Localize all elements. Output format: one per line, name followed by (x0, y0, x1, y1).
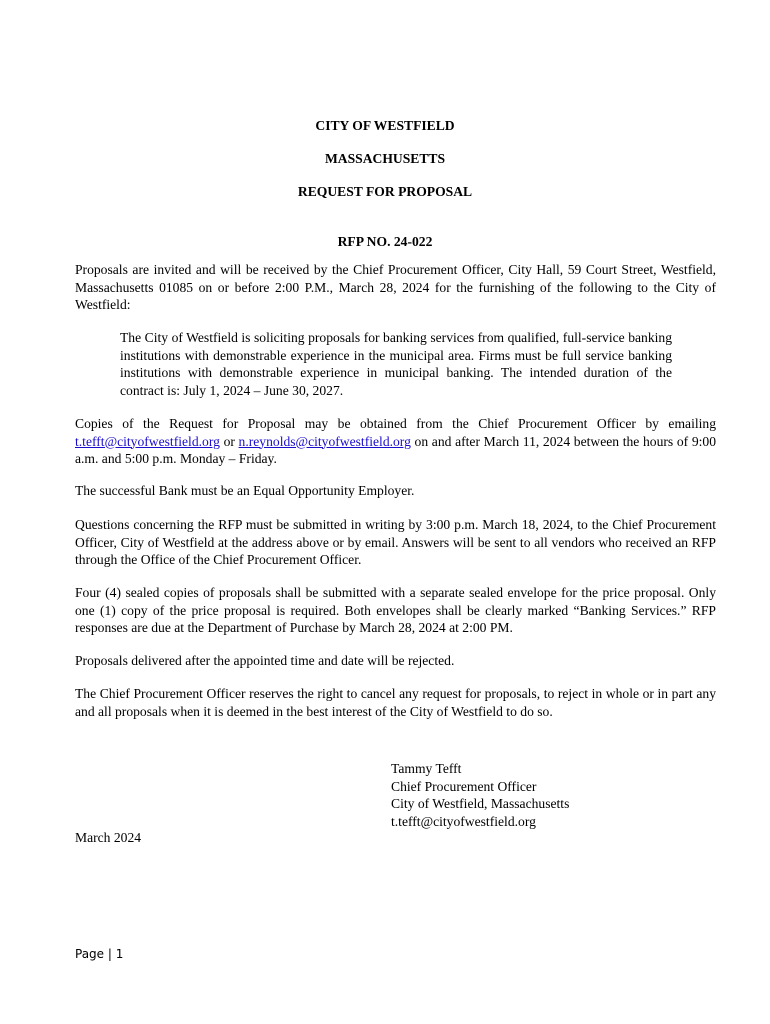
document-date: March 2024 (75, 830, 142, 845)
reservation-paragraph: The Chief Procurement Officer reserves the right to cancel any request for proposals, to reject in whole or in part any and all proposals when it is deemed in the best interest of the City of Westfield to do so. (75, 686, 716, 719)
scope-paragraph: The City of Westfield is soliciting proposals for banking services from qualified, full-service banking institutions with demonstrable experience in the municipal area. Firms must be full service banking institutions with demonstrable experience in municipal banking. The intended duration of the contract is: July 1, 2024 – June 30, 2027. (120, 330, 672, 398)
sealed-copies-paragraph: Four (4) sealed copies of proposals shall be submitted with a separate sealed envelope for the price proposal. Only one (1) copy of the price proposal is required. Both envelopes shall be clearly marked “Banking Services.” RFP responses are due at the Department of Purchase by March 28, 2024 at 2:00 PM. (75, 585, 716, 635)
signer-name: Tammy Tefft (391, 761, 462, 776)
signer-organization: City of Westfield, Massachusetts (391, 796, 570, 811)
questions-paragraph: Questions concerning the RFP must be submitted in writing by 3:00 p.m. March 18, 2024, to the Chief Procurement Officer, City of Westfield at the address above or by email. Answers will be sent to all vendors who received an RFP through the Office of the Chief Procurement Officer. (75, 517, 716, 567)
rfp-number: RFP NO. 24-022 (337, 234, 433, 249)
city-heading: CITY OF WESTFIELD (315, 118, 455, 133)
state-heading: MASSACHUSETTS (324, 151, 446, 166)
signer-title: Chief Procurement Officer (391, 778, 537, 794)
copies-text-or: or (219, 433, 239, 449)
signature-block (391, 760, 711, 830)
page-footer: Page | 1 (75, 947, 124, 961)
copies-paragraph (75, 415, 716, 468)
document-title: REQUEST FOR PROPOSAL (297, 184, 473, 199)
email-link-tefft[interactable]: t.tefft@cityofwestfield.org (75, 433, 220, 449)
equal-opportunity-paragraph: The successful Bank must be an Equal Opportunity Employer. (75, 483, 415, 498)
late-proposals-paragraph: Proposals delivered after the appointed time and date will be rejected. (75, 653, 455, 668)
email-link-reynolds[interactable]: n.reynolds@cityofwestfield.org (238, 433, 411, 449)
copies-text-before: Copies of the Request for Proposal may be obtained from the Chief Procurement Officer by emailing (75, 416, 716, 431)
copies-text-after: on and after March 11, 2024 between the hours of 9:00 a.m. and 5:00 p.m. Monday – Friday. (75, 433, 716, 466)
intro-paragraph: Proposals are invited and will be received by the Chief Procurement Officer, City Hall, 59 Court Street, Westfield, Massachusetts 01085 on or before 2:00 P.M., March 28, 2024 for the furnishing of the following to the City of Westfield: (75, 262, 716, 312)
signer-email: t.tefft@cityofwestfield.org (391, 813, 536, 829)
